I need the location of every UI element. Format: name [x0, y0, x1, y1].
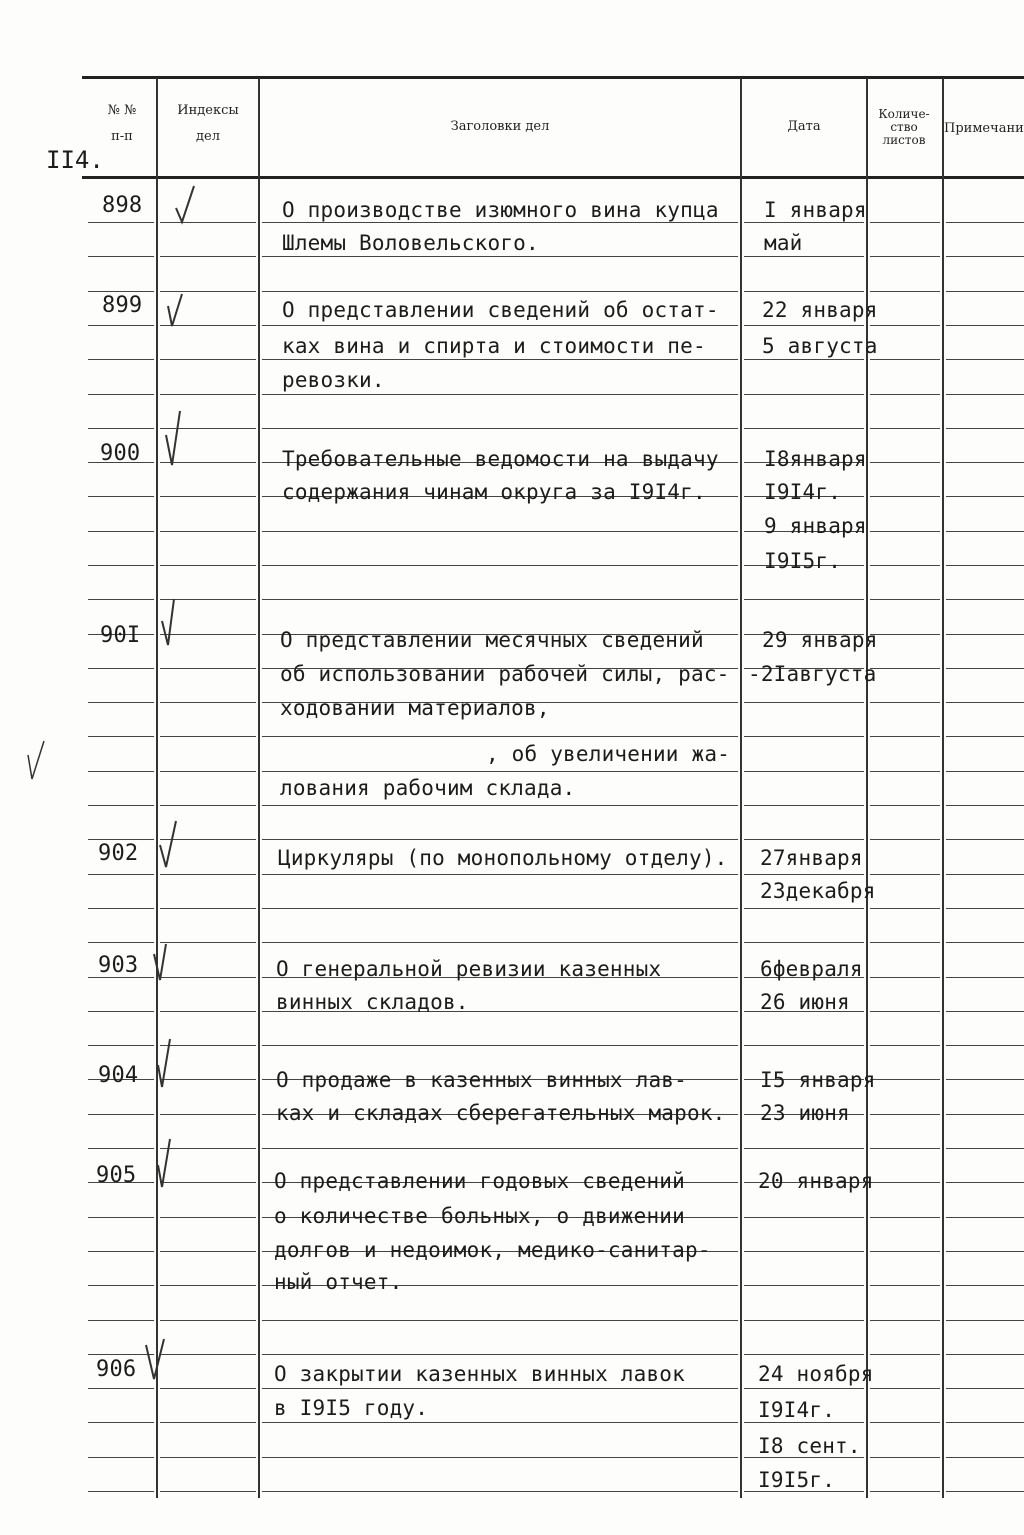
ruled-line	[870, 668, 940, 669]
check-mark-icon	[22, 735, 52, 785]
ruled-line	[744, 1388, 864, 1389]
ruled-line	[946, 634, 1024, 635]
ruled-line	[870, 1011, 940, 1012]
ruled-line	[88, 428, 154, 429]
entry-date-line: I9I4г.	[758, 1398, 836, 1422]
check-mark-icon	[152, 1035, 192, 1095]
ruled-line	[88, 942, 154, 943]
ruled-line	[946, 839, 1024, 840]
ruled-line	[160, 1011, 256, 1012]
ruled-line	[946, 1114, 1024, 1115]
ruled-line	[262, 565, 738, 566]
table-top-rule	[82, 76, 1024, 79]
ruled-line	[870, 771, 940, 772]
ruled-line	[88, 1011, 154, 1012]
ruled-line	[262, 1320, 738, 1321]
ruled-line	[870, 1354, 940, 1355]
check-mark-icon	[140, 1335, 180, 1385]
ruled-line	[946, 1491, 1024, 1492]
header-col-index: Индексы дел	[177, 103, 239, 144]
ruled-line	[88, 599, 154, 600]
entry-date-line: 23декабря	[760, 879, 876, 903]
header-col-title: Заголовки дел	[450, 119, 550, 134]
check-mark-icon	[168, 180, 208, 230]
ruled-line	[744, 874, 864, 875]
col-divider-1	[156, 78, 158, 1498]
ruled-line	[870, 565, 940, 566]
ruled-line	[262, 1422, 738, 1423]
ruled-line	[946, 1182, 1024, 1183]
ruled-line	[946, 908, 1024, 909]
entry-title-line: лования рабочим склада.	[280, 776, 576, 800]
check-mark-icon	[156, 595, 196, 655]
entry-title-line: ках и складах сберегательных марок.	[276, 1101, 726, 1125]
ruled-line	[88, 1320, 154, 1321]
ruled-line	[946, 222, 1024, 223]
ruled-line	[160, 1388, 256, 1389]
ruled-line	[870, 1422, 940, 1423]
entry-number: 898	[102, 193, 143, 218]
entry-title-line: долгов и недоимок, медико-санитар-	[274, 1238, 711, 1262]
ruled-line	[870, 1182, 940, 1183]
col-divider-4	[866, 78, 868, 1498]
ruled-line	[744, 1422, 864, 1423]
ruled-line	[262, 1045, 738, 1046]
ruled-line	[946, 1388, 1024, 1389]
ruled-line	[870, 874, 940, 875]
ruled-line	[88, 531, 154, 532]
ruled-line	[870, 1491, 940, 1492]
ruled-line	[88, 1045, 154, 1046]
ruled-line	[88, 325, 154, 326]
entry-date-line: I9I5г.	[764, 549, 842, 573]
ruled-line	[744, 222, 864, 223]
ruled-line	[88, 771, 154, 772]
ruled-line	[870, 805, 940, 806]
ruled-line	[262, 428, 738, 429]
ruled-line	[160, 496, 256, 497]
ruled-line	[870, 496, 940, 497]
ruled-line	[870, 394, 940, 395]
col-divider-3	[740, 78, 742, 1498]
ruled-line	[870, 908, 940, 909]
ruled-line	[870, 428, 940, 429]
ruled-line	[160, 736, 256, 737]
ruled-line	[88, 908, 154, 909]
ruled-line	[160, 1251, 256, 1252]
ruled-line	[946, 1045, 1024, 1046]
ruled-line	[262, 1354, 738, 1355]
ruled-line	[946, 771, 1024, 772]
entry-date-line: 24 ноября	[758, 1362, 874, 1386]
ruled-line	[946, 1251, 1024, 1252]
ruled-line	[262, 531, 738, 532]
ruled-line	[744, 256, 864, 257]
ruled-line	[744, 1320, 864, 1321]
ruled-line	[160, 1114, 256, 1115]
check-mark-icon	[156, 815, 196, 875]
ruled-line	[262, 222, 738, 223]
header-col-notes: Примечани	[944, 122, 1024, 136]
ruled-line	[160, 394, 256, 395]
ruled-line	[946, 1320, 1024, 1321]
ruled-line	[160, 1457, 256, 1458]
entry-date-line: 29 января	[762, 628, 878, 652]
ruled-line	[946, 702, 1024, 703]
entry-date-line: 22 января	[762, 298, 878, 322]
ruled-line	[946, 565, 1024, 566]
entry-title-line: в I9I5 году.	[274, 1396, 429, 1420]
header-col-date: Дата	[787, 119, 821, 134]
ruled-line	[262, 291, 738, 292]
entry-number: 899	[102, 293, 143, 318]
check-mark-icon	[150, 940, 190, 990]
ruled-line	[744, 1217, 864, 1218]
ruled-line	[88, 1114, 154, 1115]
ruled-line	[744, 908, 864, 909]
ruled-line	[160, 771, 256, 772]
ruled-line	[744, 771, 864, 772]
entry-title-line: об использовании рабочей силы, рас-	[280, 662, 730, 686]
entry-date-line: 6февраля	[760, 957, 863, 981]
ruled-line	[88, 805, 154, 806]
entry-number: 906	[96, 1357, 137, 1382]
ruled-line	[160, 359, 256, 360]
ruled-line	[262, 1457, 738, 1458]
ruled-line	[88, 1285, 154, 1286]
ruled-line	[870, 1217, 940, 1218]
ruled-line	[160, 805, 256, 806]
ruled-line	[946, 325, 1024, 326]
entry-date-line: I января	[764, 198, 867, 222]
check-mark-icon	[160, 290, 200, 340]
check-mark-icon	[160, 405, 200, 475]
ruled-line	[262, 771, 738, 772]
ruled-line	[88, 496, 154, 497]
ruled-line	[160, 1217, 256, 1218]
entry-title-line: ходовании материалов,	[280, 696, 550, 720]
ruled-line	[870, 1320, 940, 1321]
ruled-line	[870, 839, 940, 840]
col-divider-5	[942, 78, 944, 1498]
ruled-line	[870, 702, 940, 703]
ruled-line	[744, 942, 864, 943]
ruled-line	[88, 1491, 154, 1492]
ruled-line	[160, 908, 256, 909]
entry-title-line: О представлении годовых сведений	[274, 1169, 685, 1193]
ruled-line	[870, 599, 940, 600]
ruled-line	[744, 1148, 864, 1149]
entry-title-line: ревозки.	[282, 368, 385, 392]
ruled-line	[946, 1285, 1024, 1286]
entry-title-line: О производстве изюмного вина купца	[282, 198, 719, 222]
ruled-line	[870, 359, 940, 360]
col-divider-2	[258, 78, 260, 1498]
ruled-line	[946, 394, 1024, 395]
entry-date-line: I8 сент.	[758, 1434, 861, 1458]
entry-number: 903	[98, 953, 139, 978]
ruled-line	[946, 805, 1024, 806]
ruled-line	[946, 291, 1024, 292]
entry-date-line: 23 июня	[760, 1101, 850, 1125]
ruled-line	[870, 222, 940, 223]
header-col-no: № № п-п	[107, 103, 137, 144]
ruled-line	[262, 1388, 738, 1389]
ruled-line	[946, 1354, 1024, 1355]
entry-date-line: I9I5г.	[758, 1468, 836, 1492]
ruled-line	[88, 874, 154, 875]
ruled-line	[870, 1045, 940, 1046]
check-mark-icon	[152, 1135, 192, 1195]
entry-date-line: -2Iавгуста	[748, 662, 877, 686]
ruled-line	[262, 908, 738, 909]
ruled-line	[744, 291, 864, 292]
ruled-line	[744, 1354, 864, 1355]
ruled-line	[160, 1491, 256, 1492]
ruled-line	[946, 531, 1024, 532]
ruled-line	[262, 394, 738, 395]
ruled-line	[88, 1217, 154, 1218]
entry-title-line: , об увеличении жа-	[486, 742, 731, 766]
ruled-line	[88, 668, 154, 669]
ruled-line	[88, 736, 154, 737]
ruled-line	[262, 359, 738, 360]
ruled-line	[870, 736, 940, 737]
ruled-line	[744, 1285, 864, 1286]
header-bottom-rule	[82, 176, 1024, 179]
ruled-line	[946, 668, 1024, 669]
ruled-line	[744, 702, 864, 703]
entry-title-line: Требовательные ведомости на выдачу	[282, 447, 719, 471]
entry-date-line: 20 января	[758, 1169, 874, 1193]
entry-title-line: О продаже в казенных винных лав-	[276, 1068, 687, 1092]
entry-title-line: О представлении месячных сведений	[280, 628, 704, 652]
ruled-line	[88, 394, 154, 395]
ruled-line	[262, 736, 738, 737]
entry-title-line: содержания чинам округа за I9I4г.	[282, 480, 706, 504]
ruled-line	[870, 462, 940, 463]
ruled-line	[262, 256, 738, 257]
ruled-line	[870, 531, 940, 532]
ruled-line	[946, 1422, 1024, 1423]
entry-date-line: май	[764, 231, 803, 255]
ruled-line	[744, 736, 864, 737]
ruled-line	[160, 1422, 256, 1423]
ruled-line	[88, 1148, 154, 1149]
ruled-line	[744, 839, 864, 840]
ruled-line	[946, 736, 1024, 737]
ruled-line	[262, 839, 738, 840]
ruled-line	[946, 1457, 1024, 1458]
ruled-line	[88, 1251, 154, 1252]
entry-date-line: I5 января	[760, 1068, 876, 1092]
entry-title-line: О представлении сведений об остат-	[282, 298, 719, 322]
ruled-line	[870, 977, 940, 978]
ruled-line	[160, 256, 256, 257]
entry-title-line: О закрытии казенных винных лавок	[274, 1362, 685, 1386]
ruled-line	[262, 325, 738, 326]
ruled-line	[88, 1388, 154, 1389]
entry-title-line: Шлемы Воловельского.	[282, 231, 539, 255]
entry-date-line: 5 августа	[762, 334, 878, 358]
entry-title-line: О генеральной ревизии казенных	[276, 957, 662, 981]
ruled-line	[88, 702, 154, 703]
entry-number: 900	[100, 441, 141, 466]
ruled-line	[870, 1251, 940, 1252]
ruled-line	[870, 942, 940, 943]
entry-date-line: I8января	[764, 447, 867, 471]
ruled-line	[160, 531, 256, 532]
ruled-line	[88, 839, 154, 840]
ruled-line	[946, 1217, 1024, 1218]
ruled-line	[870, 1457, 940, 1458]
ruled-line	[946, 462, 1024, 463]
entry-number: 905	[96, 1163, 137, 1188]
ruled-line	[946, 1011, 1024, 1012]
entry-date-line: 26 июня	[760, 990, 850, 1014]
ruled-line	[262, 599, 738, 600]
ruled-line	[870, 1285, 940, 1286]
ruled-line	[870, 291, 940, 292]
entry-title-line: винных складов.	[276, 990, 469, 1014]
ruled-line	[88, 1457, 154, 1458]
ruled-line	[870, 1148, 940, 1149]
ruled-line	[88, 359, 154, 360]
ruled-line	[946, 942, 1024, 943]
ruled-line	[870, 1079, 940, 1080]
ruled-line	[88, 256, 154, 257]
ruled-line	[870, 1388, 940, 1389]
ruled-line	[160, 668, 256, 669]
ruled-line	[946, 874, 1024, 875]
ruled-line	[744, 394, 864, 395]
ruled-line	[744, 805, 864, 806]
ruled-line	[262, 1491, 738, 1492]
ruled-line	[946, 1079, 1024, 1080]
ruled-line	[88, 1422, 154, 1423]
entry-title-line: о количестве больных, о движении	[274, 1204, 685, 1228]
ruled-line	[946, 256, 1024, 257]
ruled-line	[870, 256, 940, 257]
ruled-line	[262, 942, 738, 943]
ruled-line	[262, 874, 738, 875]
ruled-line	[88, 222, 154, 223]
ruled-line	[744, 325, 864, 326]
entry-number: 90I	[100, 623, 141, 648]
ruled-line	[870, 634, 940, 635]
ruled-line	[946, 496, 1024, 497]
ruled-line	[262, 1148, 738, 1149]
header-col-count: Количе- ство листов	[878, 107, 930, 147]
ruled-line	[870, 1114, 940, 1115]
ruled-line	[160, 1320, 256, 1321]
entry-title-line: ный отчет.	[274, 1270, 403, 1294]
ruled-line	[744, 428, 864, 429]
entry-date-line: I9I4г.	[764, 480, 842, 504]
entry-date-line: 27января	[760, 846, 863, 870]
ruled-line	[946, 428, 1024, 429]
ruled-line	[946, 977, 1024, 978]
entry-title-line: ках вина и спирта и стоимости пе-	[282, 334, 706, 358]
entry-title-line: Циркуляры (по монопольному отделу).	[278, 846, 728, 870]
ruled-line	[160, 702, 256, 703]
ruled-line	[744, 1045, 864, 1046]
ruled-line	[946, 1148, 1024, 1149]
ruled-line	[946, 359, 1024, 360]
ruled-line	[160, 1285, 256, 1286]
entry-date-line: 9 января	[764, 514, 867, 538]
ruled-line	[88, 565, 154, 566]
ruled-line	[744, 599, 864, 600]
page-number: II4.	[46, 146, 104, 174]
ruled-line	[744, 359, 864, 360]
ruled-line	[870, 325, 940, 326]
ruled-line	[88, 291, 154, 292]
ruled-line	[744, 1251, 864, 1252]
entry-number: 904	[98, 1063, 139, 1088]
ruled-line	[262, 805, 738, 806]
entry-number: 902	[98, 841, 139, 866]
ruled-line	[160, 565, 256, 566]
ruled-line	[946, 599, 1024, 600]
